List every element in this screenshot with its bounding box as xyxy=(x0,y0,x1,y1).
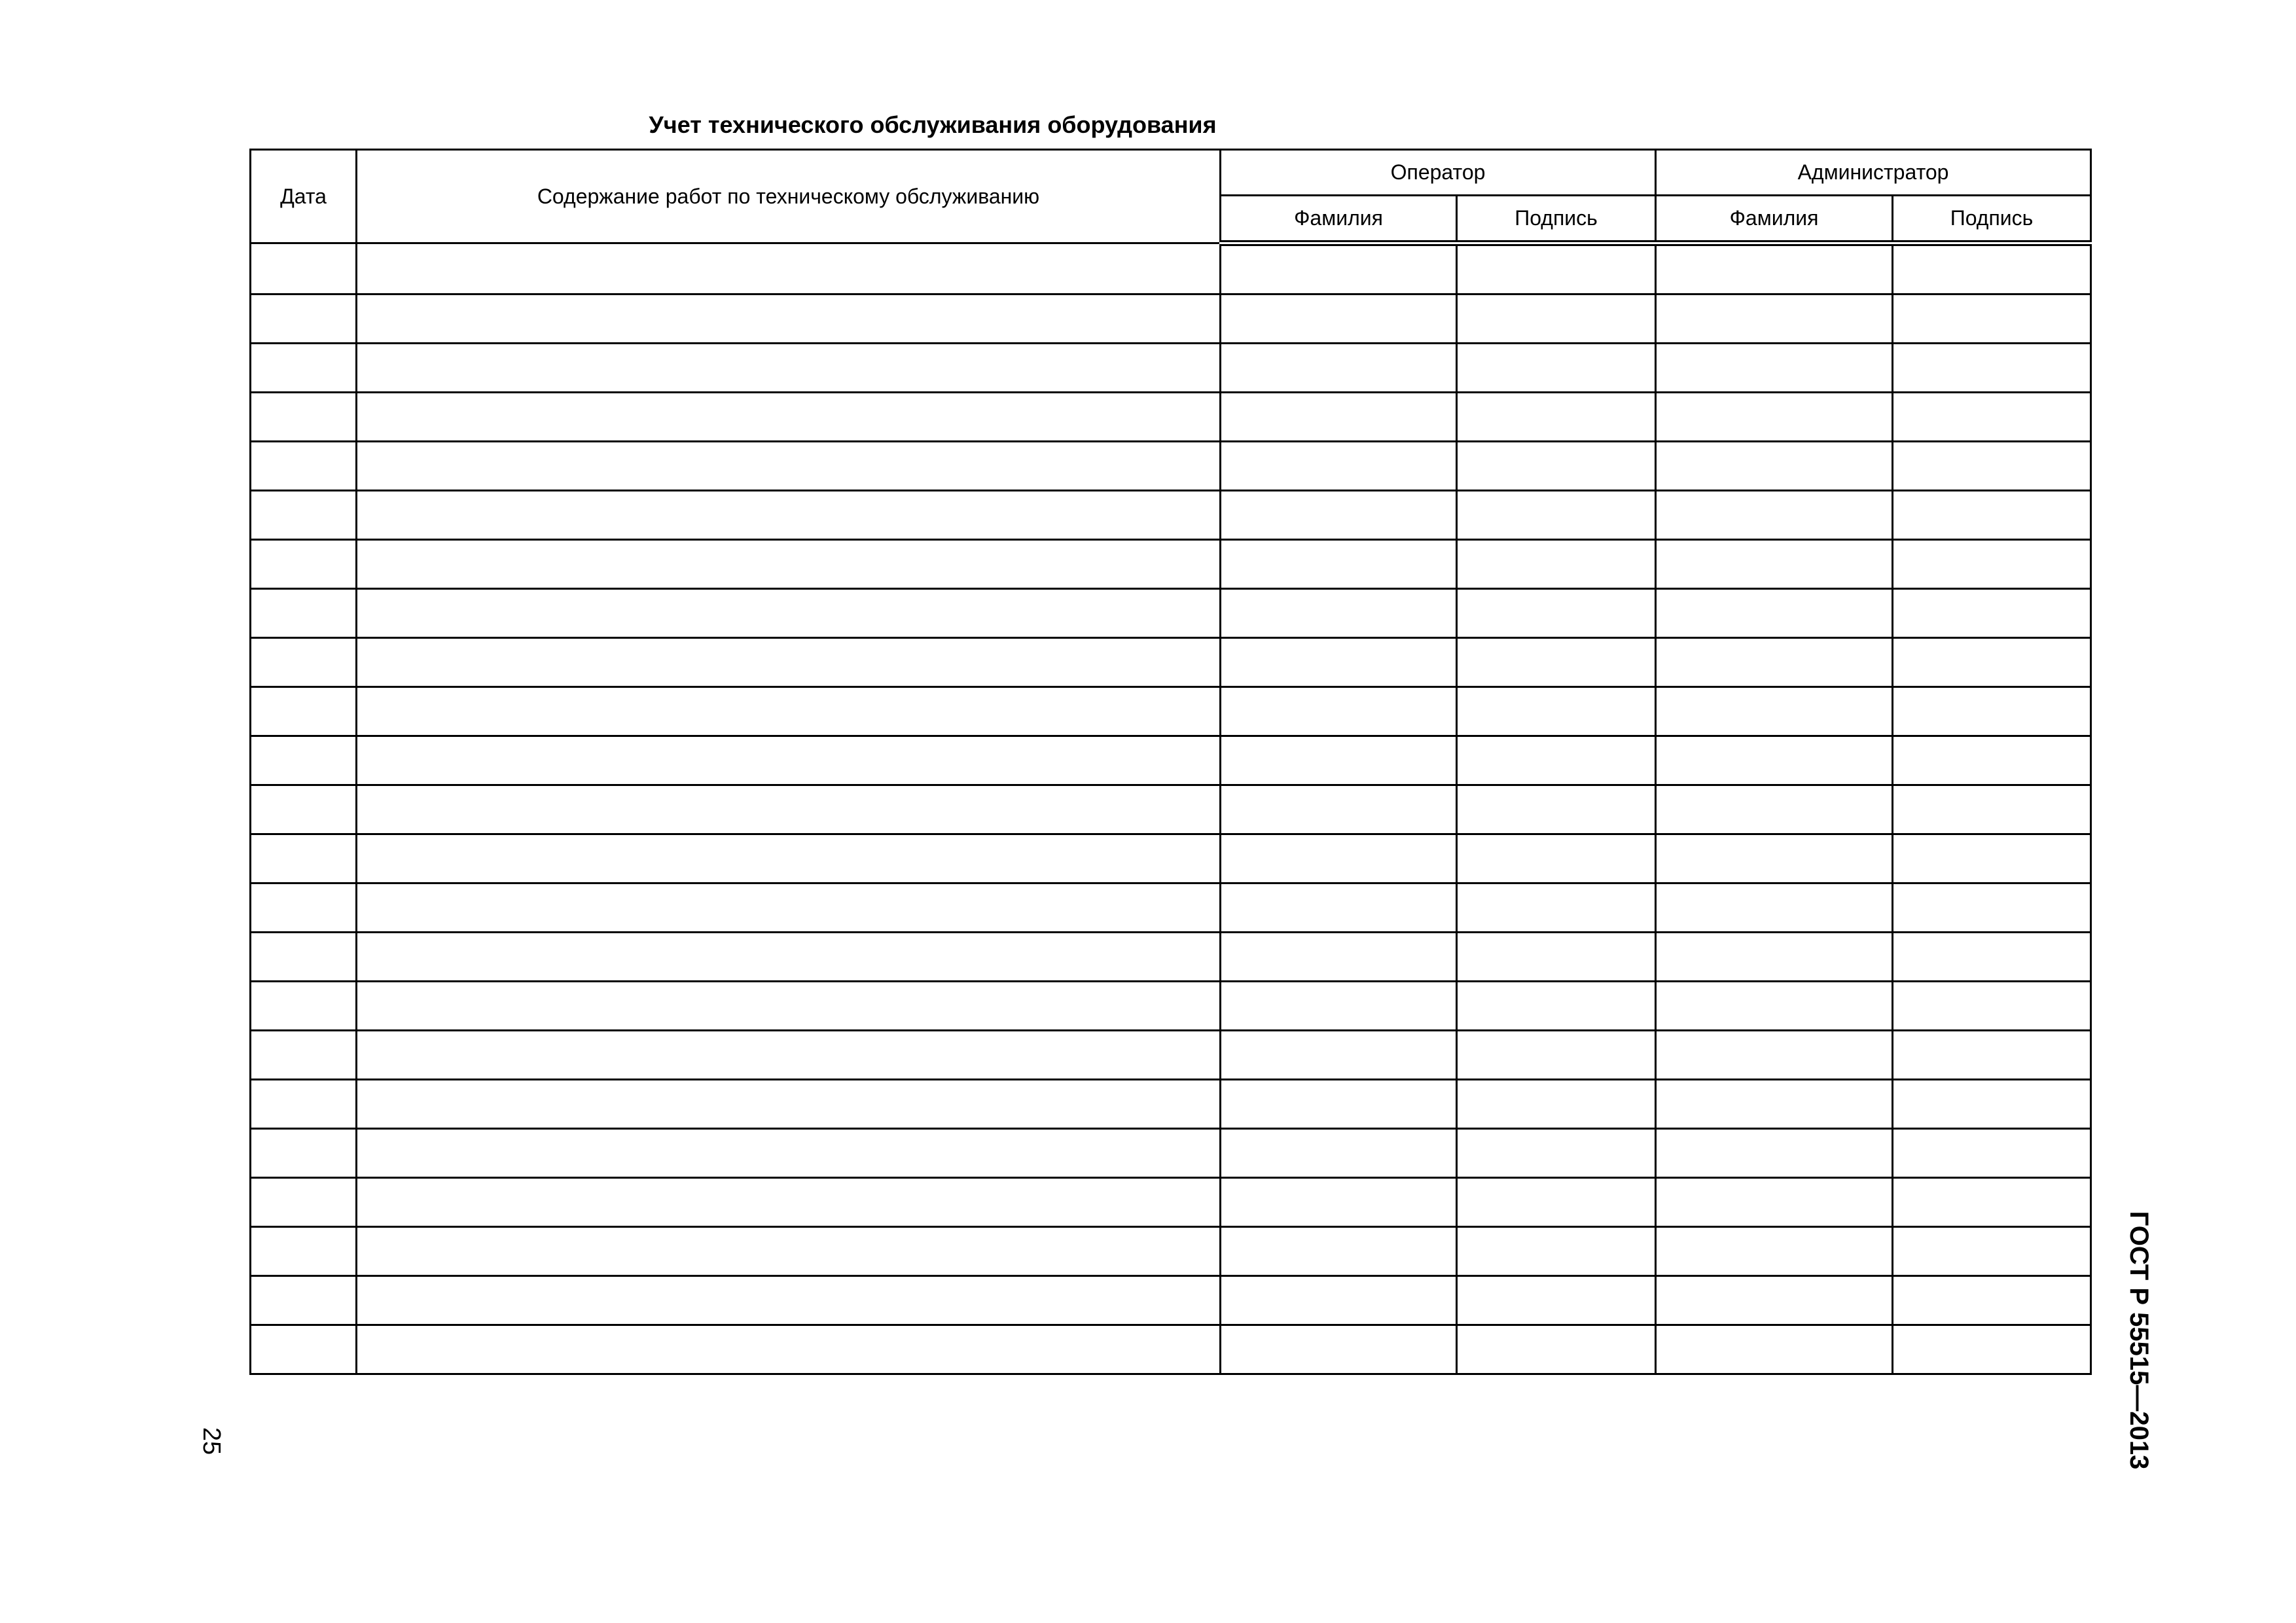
operator-signature-cell xyxy=(1457,540,1656,589)
date-cell xyxy=(251,687,357,736)
admin-surname-cell xyxy=(1656,785,1893,834)
operator-surname-cell xyxy=(1221,883,1457,933)
date-cell xyxy=(251,638,357,687)
operator-surname-cell xyxy=(1221,785,1457,834)
date-cell xyxy=(251,1325,357,1374)
operator-signature-cell xyxy=(1457,393,1656,442)
admin-surname-cell xyxy=(1656,589,1893,638)
table-row xyxy=(251,933,2091,982)
work-content-cell xyxy=(357,393,1221,442)
date-cell xyxy=(251,393,357,442)
admin-surname-cell xyxy=(1656,638,1893,687)
admin-signature-cell xyxy=(1893,883,2091,933)
work-content-cell xyxy=(357,294,1221,344)
table-row xyxy=(251,1129,2091,1178)
operator-surname-cell xyxy=(1221,933,1457,982)
header-date: Дата xyxy=(251,150,357,243)
admin-surname-cell xyxy=(1656,294,1893,344)
admin-signature-cell xyxy=(1893,344,2091,393)
date-cell xyxy=(251,491,357,540)
work-content-cell xyxy=(357,1178,1221,1227)
operator-signature-cell xyxy=(1457,1031,1656,1080)
work-content-cell xyxy=(357,687,1221,736)
work-content-cell xyxy=(357,540,1221,589)
work-content-cell xyxy=(357,1227,1221,1276)
admin-signature-cell xyxy=(1893,1227,2091,1276)
operator-surname-cell xyxy=(1221,393,1457,442)
table-row xyxy=(251,1276,2091,1325)
admin-signature-cell xyxy=(1893,1031,2091,1080)
operator-signature-cell xyxy=(1457,294,1656,344)
operator-signature-cell xyxy=(1457,883,1656,933)
work-content-cell xyxy=(357,1325,1221,1374)
admin-signature-cell xyxy=(1893,982,2091,1031)
operator-surname-cell xyxy=(1221,1325,1457,1374)
table-row xyxy=(251,1227,2091,1276)
admin-surname-cell xyxy=(1656,540,1893,589)
table-row xyxy=(251,736,2091,785)
operator-signature-cell xyxy=(1457,243,1656,294)
table-header-row-top xyxy=(251,150,2091,196)
admin-surname-cell xyxy=(1656,1129,1893,1178)
admin-surname-cell xyxy=(1656,687,1893,736)
table-row xyxy=(251,638,2091,687)
table-row xyxy=(251,1031,2091,1080)
operator-surname-cell xyxy=(1221,1080,1457,1129)
date-cell xyxy=(251,933,357,982)
admin-signature-cell xyxy=(1893,442,2091,491)
work-content-cell xyxy=(357,491,1221,540)
admin-surname-cell xyxy=(1656,491,1893,540)
date-cell xyxy=(251,243,357,294)
admin-signature-cell xyxy=(1893,1129,2091,1178)
standard-identifier: ГОСТ Р 55515—2013 xyxy=(2125,1211,2153,1470)
table-row xyxy=(251,344,2091,393)
work-content-cell xyxy=(357,344,1221,393)
operator-surname-cell xyxy=(1221,442,1457,491)
admin-surname-cell xyxy=(1656,243,1893,294)
work-content-cell xyxy=(357,736,1221,785)
operator-surname-cell xyxy=(1221,243,1457,294)
admin-signature-cell xyxy=(1893,491,2091,540)
operator-signature-cell xyxy=(1457,1080,1656,1129)
header-admin-surname: Фамилия xyxy=(1656,196,1893,243)
date-cell xyxy=(251,442,357,491)
work-content-cell xyxy=(357,785,1221,834)
admin-surname-cell xyxy=(1656,1178,1893,1227)
admin-surname-cell xyxy=(1656,933,1893,982)
operator-signature-cell xyxy=(1457,344,1656,393)
admin-surname-cell xyxy=(1656,442,1893,491)
work-content-cell xyxy=(357,638,1221,687)
table-row xyxy=(251,982,2091,1031)
table-row xyxy=(251,294,2091,344)
admin-signature-cell xyxy=(1893,834,2091,883)
operator-signature-cell xyxy=(1457,1325,1656,1374)
table-row xyxy=(251,491,2091,540)
table-row xyxy=(251,1325,2091,1374)
operator-signature-cell xyxy=(1457,834,1656,883)
work-content-cell xyxy=(357,933,1221,982)
document-title: Учет технического обслуживания оборудования xyxy=(649,111,1217,138)
operator-surname-cell xyxy=(1221,294,1457,344)
header-operator-signature: Подпись xyxy=(1457,196,1656,243)
table-row xyxy=(251,540,2091,589)
maintenance-log-table xyxy=(249,149,2092,1375)
operator-signature-cell xyxy=(1457,982,1656,1031)
admin-signature-cell xyxy=(1893,785,2091,834)
date-cell xyxy=(251,1129,357,1178)
operator-surname-cell xyxy=(1221,1178,1457,1227)
date-cell xyxy=(251,883,357,933)
date-cell xyxy=(251,785,357,834)
operator-signature-cell xyxy=(1457,785,1656,834)
admin-signature-cell xyxy=(1893,540,2091,589)
admin-surname-cell xyxy=(1656,1325,1893,1374)
admin-surname-cell xyxy=(1656,736,1893,785)
admin-surname-cell xyxy=(1656,393,1893,442)
work-content-cell xyxy=(357,1031,1221,1080)
work-content-cell xyxy=(357,442,1221,491)
admin-surname-cell xyxy=(1656,883,1893,933)
operator-signature-cell xyxy=(1457,1227,1656,1276)
admin-signature-cell xyxy=(1893,589,2091,638)
operator-surname-cell xyxy=(1221,834,1457,883)
operator-signature-cell xyxy=(1457,1178,1656,1227)
operator-surname-cell xyxy=(1221,982,1457,1031)
date-cell xyxy=(251,736,357,785)
date-cell xyxy=(251,1178,357,1227)
admin-signature-cell xyxy=(1893,1178,2091,1227)
admin-surname-cell xyxy=(1656,1276,1893,1325)
operator-surname-cell xyxy=(1221,687,1457,736)
header-operator-surname: Фамилия xyxy=(1221,196,1457,243)
operator-surname-cell xyxy=(1221,344,1457,393)
date-cell xyxy=(251,1276,357,1325)
date-cell xyxy=(251,834,357,883)
operator-signature-cell xyxy=(1457,1276,1656,1325)
date-cell xyxy=(251,1031,357,1080)
admin-signature-cell xyxy=(1893,736,2091,785)
page-number: 25 xyxy=(198,1427,225,1455)
work-content-cell xyxy=(357,1080,1221,1129)
date-cell xyxy=(251,982,357,1031)
date-cell xyxy=(251,589,357,638)
work-content-cell xyxy=(357,243,1221,294)
operator-surname-cell xyxy=(1221,1276,1457,1325)
table-body xyxy=(251,243,2091,1374)
operator-surname-cell xyxy=(1221,1031,1457,1080)
operator-surname-cell xyxy=(1221,540,1457,589)
work-content-cell xyxy=(357,883,1221,933)
table-row xyxy=(251,1080,2091,1129)
table-row xyxy=(251,834,2091,883)
operator-signature-cell xyxy=(1457,933,1656,982)
admin-surname-cell xyxy=(1656,1031,1893,1080)
table-row xyxy=(251,883,2091,933)
operator-signature-cell xyxy=(1457,736,1656,785)
table-row xyxy=(251,687,2091,736)
admin-signature-cell xyxy=(1893,294,2091,344)
admin-surname-cell xyxy=(1656,834,1893,883)
date-cell xyxy=(251,540,357,589)
admin-signature-cell xyxy=(1893,638,2091,687)
admin-signature-cell xyxy=(1893,933,2091,982)
operator-signature-cell xyxy=(1457,491,1656,540)
operator-surname-cell xyxy=(1221,1227,1457,1276)
work-content-cell xyxy=(357,1276,1221,1325)
operator-surname-cell xyxy=(1221,589,1457,638)
operator-signature-cell xyxy=(1457,589,1656,638)
admin-signature-cell xyxy=(1893,243,2091,294)
admin-surname-cell xyxy=(1656,344,1893,393)
work-content-cell xyxy=(357,982,1221,1031)
admin-signature-cell xyxy=(1893,1080,2091,1129)
work-content-cell xyxy=(357,589,1221,638)
operator-surname-cell xyxy=(1221,491,1457,540)
admin-surname-cell xyxy=(1656,1080,1893,1129)
operator-surname-cell xyxy=(1221,736,1457,785)
work-content-cell xyxy=(357,834,1221,883)
admin-surname-cell xyxy=(1656,1227,1893,1276)
admin-signature-cell xyxy=(1893,1325,2091,1374)
date-cell xyxy=(251,294,357,344)
header-administrator: Администратор xyxy=(1656,150,2091,196)
date-cell xyxy=(251,1227,357,1276)
operator-signature-cell xyxy=(1457,638,1656,687)
table-row xyxy=(251,589,2091,638)
operator-signature-cell xyxy=(1457,1129,1656,1178)
header-work-content: Содержание работ по техническому обслуживанию xyxy=(357,150,1221,243)
admin-signature-cell xyxy=(1893,393,2091,442)
work-content-cell xyxy=(357,1129,1221,1178)
table-row xyxy=(251,785,2091,834)
date-cell xyxy=(251,1080,357,1129)
header-admin-signature: Подпись xyxy=(1893,196,2091,243)
operator-signature-cell xyxy=(1457,687,1656,736)
operator-signature-cell xyxy=(1457,442,1656,491)
table-row xyxy=(251,243,2091,294)
admin-signature-cell xyxy=(1893,1276,2091,1325)
operator-surname-cell xyxy=(1221,1129,1457,1178)
date-cell xyxy=(251,344,357,393)
table-row xyxy=(251,393,2091,442)
table-row xyxy=(251,1178,2091,1227)
operator-surname-cell xyxy=(1221,638,1457,687)
admin-signature-cell xyxy=(1893,687,2091,736)
admin-surname-cell xyxy=(1656,982,1893,1031)
header-operator: Оператор xyxy=(1221,150,1656,196)
table-row xyxy=(251,442,2091,491)
